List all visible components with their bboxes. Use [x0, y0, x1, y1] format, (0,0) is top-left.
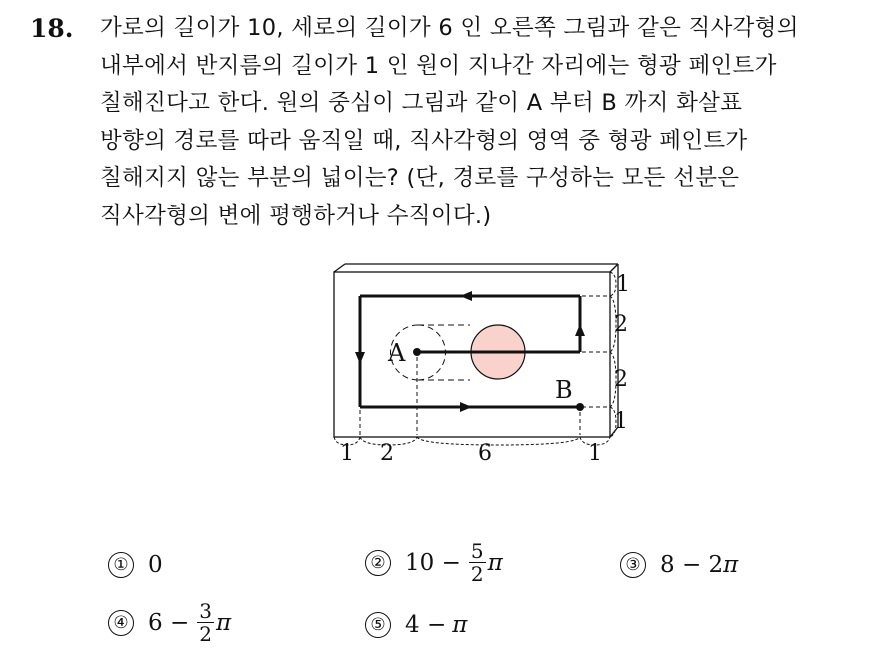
- choice-expr: 4 −: [405, 612, 447, 638]
- arrow-left-icon: [460, 291, 472, 301]
- question-number: 18.: [30, 14, 74, 43]
- choice-expr: 10 −: [405, 549, 461, 576]
- question-line: 칠해진다고 한다. 원의 중심이 그림과 같이 A 부터 B 까지 화살표: [100, 90, 743, 116]
- choice-pi: π: [215, 609, 232, 636]
- dim-right-label: 2: [614, 367, 628, 392]
- question-line: 칠해지지 않는 부분의 넓이는? (단, 경로를 구성하는 모든 선분은: [100, 165, 740, 191]
- choice-number: ①: [108, 552, 134, 578]
- question-line: 직사각형의 변에 평행하거나 수직이다.): [100, 202, 492, 229]
- choice-1[interactable]: [108, 552, 163, 578]
- choice-number: ④: [108, 610, 134, 636]
- bottom-dimension-brace: [334, 437, 610, 445]
- choice-expr: 0: [148, 552, 163, 578]
- fraction-denominator: 2: [199, 622, 212, 646]
- dim-bottom-label: 2: [380, 441, 394, 466]
- choice-fraction: [469, 540, 486, 585]
- choice-number: ②: [365, 550, 391, 576]
- point-a-label: A: [388, 339, 406, 367]
- arrow-down-icon: [355, 352, 365, 364]
- choice-expr: 6 −: [148, 609, 190, 636]
- dim-right-label: 1: [616, 272, 630, 297]
- rectangle-path-figure: [320, 262, 650, 472]
- choice-fraction: [197, 600, 214, 645]
- choice-number: ③: [620, 552, 646, 578]
- fraction-numerator: 3: [199, 599, 212, 623]
- fraction-denominator: 2: [470, 562, 484, 586]
- choice-pi: π: [452, 612, 468, 638]
- arrow-up-icon: [575, 324, 585, 336]
- dim-bottom-label: 1: [588, 441, 602, 466]
- bottom-dimension-guides: [360, 357, 580, 435]
- point-b-label: B: [555, 376, 573, 404]
- fraction-numerator: 5: [470, 539, 484, 563]
- question-text: [100, 10, 870, 235]
- right-dimension-guides: [582, 296, 608, 407]
- choice-pi: π: [723, 552, 739, 578]
- question-line: 내부에서 반지름의 길이가 1 인 원이 지나간 자리에는 형광 페인트가: [100, 52, 777, 79]
- choice-pi: π: [487, 549, 503, 576]
- choice-number: ⑤: [365, 612, 391, 638]
- arrow-right-icon: [460, 402, 472, 412]
- choice-4[interactable]: [108, 600, 231, 645]
- dim-bottom-label: 1: [340, 441, 354, 466]
- point-a-dot: [413, 348, 421, 356]
- dim-right-label: 2: [614, 312, 628, 337]
- dim-right-label: 1: [614, 409, 628, 434]
- choice-2[interactable]: [365, 540, 503, 585]
- choice-expr: 8 − 2: [660, 552, 724, 578]
- dim-bottom-label: 6: [478, 441, 492, 466]
- choice-5[interactable]: [365, 612, 467, 638]
- question-line: 방향의 경로를 따라 움직일 때, 직사각형의 영역 중 형광 페인트가: [100, 127, 748, 154]
- question-line: 가로의 길이가 10, 세로의 길이가 6 인 오른쪽 그림과 같은 직사각형의: [100, 15, 799, 41]
- choice-3[interactable]: [620, 552, 738, 578]
